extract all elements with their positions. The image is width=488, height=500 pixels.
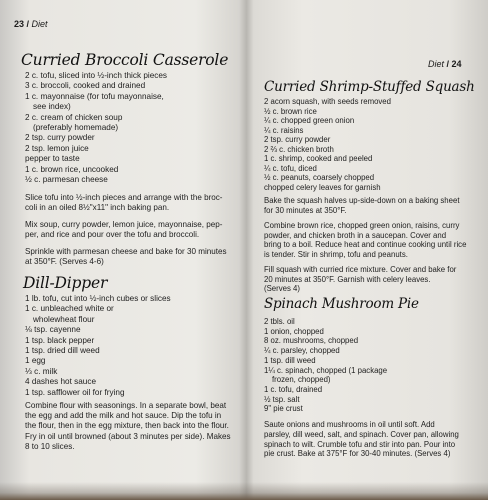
book-edge-shadow [0, 482, 488, 500]
ingredient: 2 tsp. lemon juice [25, 143, 89, 153]
direction-line: Bake the squash halves up-side-down on a baking sheet [264, 196, 460, 205]
direction-paragraph [25, 193, 223, 213]
ingredient: ½ c. peanuts, coarsely chopped [264, 173, 375, 182]
ingredient: ½ tsp. salt [264, 394, 300, 404]
page-number: 24 [451, 59, 462, 69]
ingredient: see index) [33, 102, 71, 112]
direction-line: 8 to 10 slices. [25, 441, 75, 451]
ingredient: ½ c. parmesan cheese [25, 175, 108, 185]
direction-paragraph [264, 265, 456, 294]
ingredient: 4 dashes hot sauce [25, 377, 97, 387]
ingredient: ¼ c. chopped green onion [264, 116, 355, 125]
direction-line: at 350°F. (Serves 4-6) [25, 257, 104, 267]
ingredient: chopped celery leaves for garnish [264, 182, 381, 192]
ingredient: 8 oz. mushrooms, chopped [264, 336, 359, 346]
direction-line: the flour, then in the egg mixture, then back into the flour. [25, 421, 229, 431]
direction-paragraph [25, 247, 227, 267]
ingredient: 2 c. cream of chicken soup [25, 112, 123, 122]
direction-line: Combine brown rice, chopped green onion, raisins, curry [264, 221, 460, 230]
section-name: Diet [428, 59, 445, 69]
ingredient: 2 acorn squash, with seeds removed [264, 97, 391, 106]
header-separator: / [24, 19, 32, 29]
ingredient: 2 c. tofu, sliced into ½-inch thick pieces [25, 71, 167, 80]
ingredient: 1 onion, chopped [264, 326, 324, 336]
direction-line: coli in an oiled 8½"x11" inch baking pan. [25, 203, 170, 213]
ingredient-list [264, 97, 391, 192]
direction-line: 20 minutes at 350°F. Garnish with celery leaves. [264, 274, 431, 284]
direction-line: is tender. Stir in shrimp, tofu and peanuts. [264, 249, 408, 259]
direction-paragraph [264, 420, 459, 459]
direction-line: the egg and add the milk and hot sauce. Dip the tofu in [25, 411, 222, 421]
ingredient: 2 tbls. oil [264, 317, 295, 326]
direction-line: per, and rice and pour over the tofu and broccoli. [25, 230, 200, 240]
direction-line: powder, and chicken broth in a saucepan. Cover and [264, 230, 447, 240]
ingredient: 1 c. tofu, drained [264, 384, 323, 394]
ingredient: 1 c. mayonnaise (for tofu mayonnaise, [25, 91, 164, 101]
ingredient: frozen, chopped) [272, 375, 331, 385]
right-page-header [428, 59, 462, 69]
ingredient: 1 tsp. dried dill weed [25, 346, 100, 356]
ingredient: 2 tsp. curry powder [264, 135, 331, 144]
ingredient-list [264, 317, 387, 414]
ingredient: 1 tsp. black pepper [25, 335, 95, 345]
ingredient: ¼ c. parsley, chopped [264, 346, 340, 356]
direction-line: Mix soup, curry powder, lemon juice, mayonnaise, pep- [25, 220, 223, 229]
ingredient: 1 c. brown rice, uncooked [25, 164, 119, 174]
ingredient: 3 c. broccoli, cooked and drained [25, 81, 146, 91]
header-separator: / [444, 59, 452, 69]
ingredient: ⅛ tsp. cayenne [25, 325, 81, 335]
ingredient: wholewheat flour [33, 314, 95, 324]
direction-line: bring to a boil. Reduce heat and continue cooking until rice [264, 240, 467, 249]
recipe-title: Spinach Mushroom Pie [264, 296, 419, 312]
direction-line: Fry in oil until browned (about 3 minutes per side). Makes [25, 431, 231, 441]
direction-line: Saute onions and mushrooms in oil until soft. Add [264, 420, 435, 429]
direction-line: pie crust. Bake at 375°F for 30-40 minutes. (Serves 4) [264, 449, 451, 459]
left-page-header [14, 19, 48, 29]
ingredient: ⅓ c. milk [25, 366, 58, 376]
ingredient: ¼ c. tofu, diced [264, 163, 317, 173]
direction-line: for 30 minutes at 350°F. [264, 205, 347, 215]
direction-line: Combine flour with seasonings. In a separate bowl, beat [25, 401, 227, 410]
ingredient: ¼ c. raisins [264, 125, 304, 135]
direction-paragraph [25, 401, 231, 452]
direction-line: parsley, dill weed, salt, and spinach. Cover pan, allowing [264, 429, 459, 439]
direction-line: Sprinkle with parmesan cheese and bake for 30 minutes [25, 247, 227, 256]
recipe-title: Curried Shrimp-Stuffed Squash [264, 79, 475, 95]
direction-line: (Serves 4) [264, 284, 300, 293]
ingredient: 1 egg [25, 356, 46, 366]
ingredient: (preferably homemade) [33, 123, 119, 133]
ingredient: 2 tsp. curry powder [25, 133, 95, 143]
ingredient-list [25, 71, 167, 185]
page-number: 23 [14, 19, 25, 29]
ingredient-list [25, 294, 171, 398]
direction-paragraph [264, 221, 466, 259]
direction-paragraph [264, 196, 460, 215]
recipe-title: Dill-Dipper [23, 274, 108, 292]
ingredient: 1 c. shrimp, cooked and peeled [264, 154, 373, 163]
direction-paragraph [25, 220, 223, 240]
section-name: Diet [31, 19, 48, 29]
direction-line: spinach to wilt. Crumble tofu and stir into pan. Pour into [264, 439, 456, 449]
ingredient: pepper to taste [25, 154, 80, 164]
ingredient: 1 tsp. dill weed [264, 355, 316, 365]
ingredient: 1 lb. tofu, cut into ½-inch cubes or slices [25, 294, 171, 303]
direction-line: Fill squash with curried rice mixture. Cover and bake for [264, 265, 457, 274]
ingredient: ½ c. brown rice [264, 106, 317, 116]
ingredient: 1¼ c. spinach, chopped (1 package [264, 365, 388, 375]
ingredient: 2 ⅔ c. chicken broth [264, 144, 334, 154]
ingredient: 1 c. unbleached white or [25, 304, 114, 314]
ingredient: 9" pie crust [264, 404, 303, 414]
ingredient: 1 tsp. safflower oil for frying [25, 387, 125, 397]
recipe-title: Curried Broccoli Casserole [21, 51, 229, 69]
direction-line: Slice tofu into ½-inch pieces and arrange with the broc- [25, 193, 223, 202]
